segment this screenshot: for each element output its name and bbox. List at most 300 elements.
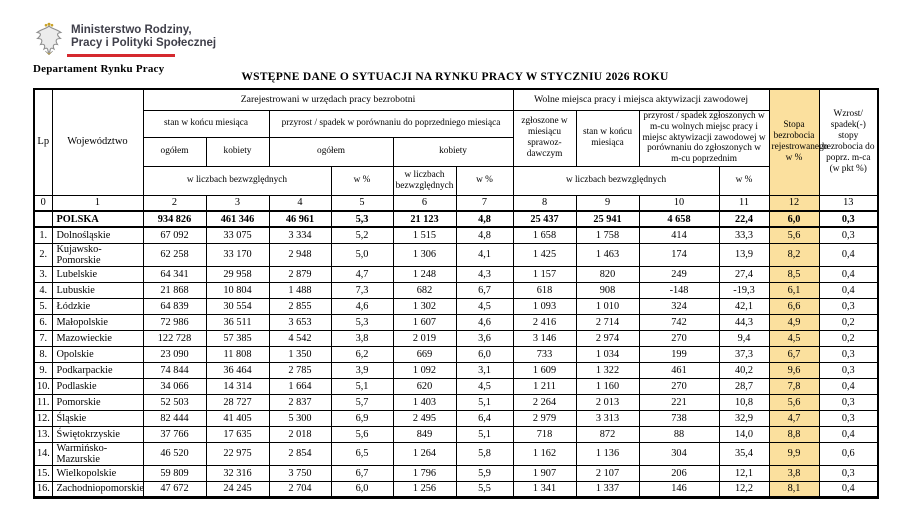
value-cell: 37,3: [719, 346, 769, 362]
value-cell: 820: [576, 266, 639, 282]
value-cell: 41 405: [206, 410, 269, 426]
value-cell: 6,2: [331, 346, 393, 362]
row-number: 4.: [34, 282, 52, 298]
value-cell: 304: [639, 442, 719, 465]
table-row: [34, 362, 878, 378]
row-number: 1.: [34, 227, 52, 243]
value-cell: 3,6: [456, 330, 513, 346]
value-cell: 32 316: [206, 465, 269, 481]
value-cell: 2 018: [269, 426, 331, 442]
column-number-cell: 6: [393, 195, 456, 211]
value-cell: 33 170: [206, 243, 269, 266]
header-total: ogółem: [143, 137, 206, 166]
value-cell: 0,2: [819, 330, 878, 346]
value-cell: 22,4: [719, 211, 769, 227]
value-cell: 5,3: [331, 314, 393, 330]
voivodeship-name: POLSKA: [52, 211, 143, 227]
table-row: [34, 426, 878, 442]
value-cell: 13,9: [719, 243, 769, 266]
header-voivodeship: Województwo: [52, 89, 143, 195]
value-cell: 40,2: [719, 362, 769, 378]
value-cell: 6,6: [769, 298, 819, 314]
value-cell: 1 264: [393, 442, 456, 465]
value-cell: 2 879: [269, 266, 331, 282]
value-cell: 17 635: [206, 426, 269, 442]
department-name: Departament Rynku Pracy: [33, 63, 165, 75]
value-cell: 872: [576, 426, 639, 442]
value-cell: 4,7: [331, 266, 393, 282]
value-cell: 36 511: [206, 314, 269, 330]
value-cell: 88: [639, 426, 719, 442]
voivodeship-name: Opolskie: [52, 346, 143, 362]
value-cell: 4,1: [456, 243, 513, 266]
voivodeship-name: Lubelskie: [52, 266, 143, 282]
value-cell: 1 350: [269, 346, 331, 362]
voivodeship-name: Małopolskie: [52, 314, 143, 330]
value-cell: 1 092: [393, 362, 456, 378]
value-cell: 122 728: [143, 330, 206, 346]
value-cell: 1 302: [393, 298, 456, 314]
value-cell: 3 313: [576, 410, 639, 426]
table-row: [34, 394, 878, 410]
value-cell: 47 672: [143, 481, 206, 497]
letterhead: [33, 14, 216, 75]
unemployment-table: [33, 88, 879, 499]
value-cell: 64 341: [143, 266, 206, 282]
column-number-cell: 9: [576, 195, 639, 211]
value-cell: 1 322: [576, 362, 639, 378]
value-cell: 42,1: [719, 298, 769, 314]
value-cell: 7,8: [769, 378, 819, 394]
value-cell: 0,4: [819, 282, 878, 298]
value-cell: 1 488: [269, 282, 331, 298]
value-cell: 11 808: [206, 346, 269, 362]
column-number-cell: 8: [513, 195, 576, 211]
value-cell: 3 750: [269, 465, 331, 481]
value-cell: 8,5: [769, 266, 819, 282]
header-absolute-numbers: w liczbach bezwzględnych: [143, 166, 331, 195]
value-cell: 461 346: [206, 211, 269, 227]
value-cell: 36 464: [206, 362, 269, 378]
value-cell: 4,6: [456, 314, 513, 330]
value-cell: 9,9: [769, 442, 819, 465]
value-cell: 21 123: [393, 211, 456, 227]
value-cell: 1 157: [513, 266, 576, 282]
header-women: kobiety: [206, 137, 269, 166]
value-cell: 8,1: [769, 481, 819, 497]
value-cell: 8,8: [769, 426, 819, 442]
ministry-name-line2: Pracy i Polityki Społecznej: [71, 37, 217, 49]
value-cell: 46 961: [269, 211, 331, 227]
value-cell: 2 495: [393, 410, 456, 426]
value-cell: 5,6: [769, 394, 819, 410]
value-cell: 4,9: [769, 314, 819, 330]
header-in-percent: w %: [456, 166, 513, 195]
value-cell: 1 160: [576, 378, 639, 394]
value-cell: 6,7: [331, 465, 393, 481]
value-cell: 0,3: [819, 362, 878, 378]
value-cell: 414: [639, 227, 719, 243]
value-cell: 34 066: [143, 378, 206, 394]
value-cell: 14 314: [206, 378, 269, 394]
column-number-cell: 10: [639, 195, 719, 211]
header-state-end-month-vacancies: stan w końcu miesiąca: [576, 110, 639, 166]
value-cell: 4,6: [331, 298, 393, 314]
column-number-cell: 5: [331, 195, 393, 211]
value-cell: 4,7: [769, 410, 819, 426]
value-cell: 206: [639, 465, 719, 481]
voivodeship-name: Mazowieckie: [52, 330, 143, 346]
table-row: [34, 330, 878, 346]
voivodeship-name: Lubuskie: [52, 282, 143, 298]
value-cell: 5,3: [331, 211, 393, 227]
value-cell: 1 306: [393, 243, 456, 266]
value-cell: 270: [639, 330, 719, 346]
value-cell: 618: [513, 282, 576, 298]
column-number-cell: 2: [143, 195, 206, 211]
value-cell: 221: [639, 394, 719, 410]
value-cell: 5,5: [456, 481, 513, 497]
value-cell: 28 727: [206, 394, 269, 410]
row-number: [34, 211, 52, 227]
row-number: 7.: [34, 330, 52, 346]
value-cell: 24 245: [206, 481, 269, 497]
value-cell: 57 385: [206, 330, 269, 346]
value-cell: 1 162: [513, 442, 576, 465]
value-cell: 3 653: [269, 314, 331, 330]
row-number: 12.: [34, 410, 52, 426]
row-number: 3.: [34, 266, 52, 282]
value-cell: 2 854: [269, 442, 331, 465]
value-cell: 324: [639, 298, 719, 314]
column-number-cell: 0: [34, 195, 52, 211]
value-cell: 5,8: [456, 442, 513, 465]
value-cell: 10 804: [206, 282, 269, 298]
value-cell: 1 256: [393, 481, 456, 497]
value-cell: 2 013: [576, 394, 639, 410]
value-cell: 5,1: [331, 378, 393, 394]
voivodeship-name: Warmińsko-Mazurskie: [52, 442, 143, 465]
value-cell: 0,4: [819, 266, 878, 282]
column-number-row: [34, 195, 878, 211]
value-cell: 62 258: [143, 243, 206, 266]
voivodeship-name: Pomorskie: [52, 394, 143, 410]
value-cell: 1 341: [513, 481, 576, 497]
value-cell: 0,6: [819, 442, 878, 465]
value-cell: 10,8: [719, 394, 769, 410]
summary-row: [34, 211, 878, 227]
value-cell: 29 958: [206, 266, 269, 282]
header-rate-change: Wzrost/ spadek(-) stopy bezrobocia do poprz. m-ca (w pkt %): [819, 89, 878, 195]
row-number: 6.: [34, 314, 52, 330]
value-cell: 3,8: [331, 330, 393, 346]
value-cell: 849: [393, 426, 456, 442]
value-cell: 908: [576, 282, 639, 298]
value-cell: 21 868: [143, 282, 206, 298]
value-cell: 3 334: [269, 227, 331, 243]
value-cell: 74 844: [143, 362, 206, 378]
value-cell: 4,3: [456, 266, 513, 282]
table-row: [34, 266, 878, 282]
value-cell: 9,6: [769, 362, 819, 378]
voivodeship-name: Wielkopolskie: [52, 465, 143, 481]
header-women: kobiety: [393, 137, 513, 166]
value-cell: 2 264: [513, 394, 576, 410]
value-cell: 5,9: [456, 465, 513, 481]
header-reported-in-month: zgłoszone w miesiącu sprawoz- dawczym: [513, 110, 576, 166]
value-cell: 6,7: [456, 282, 513, 298]
value-cell: 1 425: [513, 243, 576, 266]
value-cell: 0,4: [819, 426, 878, 442]
column-number-cell: 3: [206, 195, 269, 211]
value-cell: 461: [639, 362, 719, 378]
value-cell: 1 034: [576, 346, 639, 362]
row-number: 9.: [34, 362, 52, 378]
value-cell: -19,3: [719, 282, 769, 298]
value-cell: 2 107: [576, 465, 639, 481]
table-row: [34, 243, 878, 266]
value-cell: 52 503: [143, 394, 206, 410]
value-cell: 5,1: [456, 394, 513, 410]
value-cell: 1 796: [393, 465, 456, 481]
value-cell: 37 766: [143, 426, 206, 442]
value-cell: 6,4: [456, 410, 513, 426]
value-cell: 6,0: [456, 346, 513, 362]
value-cell: 59 809: [143, 465, 206, 481]
value-cell: 199: [639, 346, 719, 362]
header-group-vacancies: Wolne miejsca pracy i miejsca aktywizacji zawodowej: [513, 89, 769, 110]
value-cell: 1 664: [269, 378, 331, 394]
value-cell: 4,5: [456, 378, 513, 394]
value-cell: 82 444: [143, 410, 206, 426]
value-cell: 934 826: [143, 211, 206, 227]
value-cell: 2 855: [269, 298, 331, 314]
table-body: [34, 211, 878, 497]
value-cell: 3,8: [769, 465, 819, 481]
value-cell: 44,3: [719, 314, 769, 330]
value-cell: 72 986: [143, 314, 206, 330]
header-lp: Lp: [34, 89, 52, 195]
header-change-vacancies: przyrost / spadek zgłoszonych w m-cu wolnych miejsc pracy i miejsc aktywizacji zawodowej w porównaniu do zgłoszonych w m-cu poprzednim: [639, 110, 769, 166]
value-cell: 22 975: [206, 442, 269, 465]
value-cell: 270: [639, 378, 719, 394]
column-number-cell: 11: [719, 195, 769, 211]
value-cell: 4,5: [456, 298, 513, 314]
value-cell: 1 515: [393, 227, 456, 243]
ministry-name: [71, 24, 216, 57]
value-cell: 8,2: [769, 243, 819, 266]
value-cell: 2 785: [269, 362, 331, 378]
column-number-cell: 4: [269, 195, 331, 211]
value-cell: 2 948: [269, 243, 331, 266]
value-cell: 12,2: [719, 481, 769, 497]
value-cell: 733: [513, 346, 576, 362]
value-cell: 174: [639, 243, 719, 266]
table-row: [34, 465, 878, 481]
value-cell: 4,8: [456, 227, 513, 243]
row-number: 10.: [34, 378, 52, 394]
value-cell: 6,9: [331, 410, 393, 426]
row-number: 5.: [34, 298, 52, 314]
value-cell: 33,3: [719, 227, 769, 243]
table-row: [34, 346, 878, 362]
table-header: [34, 89, 878, 211]
value-cell: 9,4: [719, 330, 769, 346]
value-cell: 0,3: [819, 227, 878, 243]
value-cell: 3,1: [456, 362, 513, 378]
table-row: [34, 442, 878, 465]
table-row: [34, 378, 878, 394]
value-cell: 1 211: [513, 378, 576, 394]
value-cell: 6,0: [769, 211, 819, 227]
value-cell: 7,3: [331, 282, 393, 298]
value-cell: 0,3: [819, 346, 878, 362]
header-group-registered: Zarejestrowani w urzędach pracy bezrobotni: [143, 89, 513, 110]
value-cell: 67 092: [143, 227, 206, 243]
value-cell: 738: [639, 410, 719, 426]
value-cell: 30 554: [206, 298, 269, 314]
value-cell: 6,0: [331, 481, 393, 497]
value-cell: 0,3: [819, 211, 878, 227]
table-row: [34, 298, 878, 314]
value-cell: 35,4: [719, 442, 769, 465]
value-cell: 5,6: [769, 227, 819, 243]
value-cell: 28,7: [719, 378, 769, 394]
voivodeship-name: Podkarpackie: [52, 362, 143, 378]
value-cell: 2 837: [269, 394, 331, 410]
voivodeship-name: Świętokrzyskie: [52, 426, 143, 442]
value-cell: 669: [393, 346, 456, 362]
value-cell: 2 704: [269, 481, 331, 497]
value-cell: 2 416: [513, 314, 576, 330]
table-row: [34, 481, 878, 497]
voivodeship-name: Śląskie: [52, 410, 143, 426]
column-number-cell: 13: [819, 195, 878, 211]
polish-eagle-icon: [33, 22, 65, 56]
row-number: 13.: [34, 426, 52, 442]
column-number-cell: 7: [456, 195, 513, 211]
voivodeship-name: Łódzkie: [52, 298, 143, 314]
voivodeship-name: Dolnośląskie: [52, 227, 143, 243]
value-cell: 27,4: [719, 266, 769, 282]
value-cell: 249: [639, 266, 719, 282]
value-cell: 3 146: [513, 330, 576, 346]
row-number: 11.: [34, 394, 52, 410]
column-number-cell: 1: [52, 195, 143, 211]
value-cell: 2 714: [576, 314, 639, 330]
value-cell: 0,3: [819, 410, 878, 426]
value-cell: 4 542: [269, 330, 331, 346]
value-cell: 2 974: [576, 330, 639, 346]
value-cell: 1 907: [513, 465, 576, 481]
value-cell: 0,4: [819, 243, 878, 266]
value-cell: 2 979: [513, 410, 576, 426]
row-number: 16.: [34, 481, 52, 497]
voivodeship-name: Zachodniopomorskie: [52, 481, 143, 497]
value-cell: 12,1: [719, 465, 769, 481]
header-absolute-numbers: w liczbach bezwzględnych: [513, 166, 719, 195]
value-cell: 0,3: [819, 298, 878, 314]
value-cell: 5,6: [331, 426, 393, 442]
value-cell: 5,1: [456, 426, 513, 442]
table-row: [34, 314, 878, 330]
value-cell: 1 136: [576, 442, 639, 465]
table-row: [34, 410, 878, 426]
value-cell: 6,5: [331, 442, 393, 465]
value-cell: 6,1: [769, 282, 819, 298]
value-cell: 1 758: [576, 227, 639, 243]
value-cell: 0,3: [819, 465, 878, 481]
value-cell: 23 090: [143, 346, 206, 362]
ministry-name-line1: Ministerstwo Rodziny,: [71, 24, 192, 36]
header-in-percent: w %: [331, 166, 393, 195]
row-number: 15.: [34, 465, 52, 481]
row-number: 2.: [34, 243, 52, 266]
value-cell: 33 075: [206, 227, 269, 243]
table-row: [34, 227, 878, 243]
value-cell: 46 520: [143, 442, 206, 465]
value-cell: 4 658: [639, 211, 719, 227]
value-cell: 718: [513, 426, 576, 442]
value-cell: 1 403: [393, 394, 456, 410]
value-cell: 1 337: [576, 481, 639, 497]
value-cell: 0,4: [819, 378, 878, 394]
voivodeship-name: Podlaskie: [52, 378, 143, 394]
value-cell: 5,2: [331, 227, 393, 243]
row-number: 8.: [34, 346, 52, 362]
header-change-prev-month: przyrost / spadek w porównaniu do poprzedniego miesiąca: [269, 110, 513, 137]
header-absolute-numbers: w liczbach bezwzględnych: [393, 166, 456, 195]
value-cell: 5,0: [331, 243, 393, 266]
value-cell: 64 839: [143, 298, 206, 314]
value-cell: 146: [639, 481, 719, 497]
row-number: 14.: [34, 442, 52, 465]
value-cell: 14,0: [719, 426, 769, 442]
value-cell: 620: [393, 378, 456, 394]
value-cell: 5 300: [269, 410, 331, 426]
value-cell: 4,8: [456, 211, 513, 227]
value-cell: 1 609: [513, 362, 576, 378]
header-total: ogółem: [269, 137, 393, 166]
value-cell: 1 248: [393, 266, 456, 282]
voivodeship-name: Kujawsko-Pomorskie: [52, 243, 143, 266]
table-row: [34, 282, 878, 298]
value-cell: 5,7: [331, 394, 393, 410]
value-cell: 742: [639, 314, 719, 330]
value-cell: 0,2: [819, 314, 878, 330]
logo-red-underline: [67, 54, 175, 57]
value-cell: 4,5: [769, 330, 819, 346]
value-cell: 2 019: [393, 330, 456, 346]
value-cell: 6,7: [769, 346, 819, 362]
column-number-cell: 12: [769, 195, 819, 211]
value-cell: 1 607: [393, 314, 456, 330]
value-cell: 682: [393, 282, 456, 298]
value-cell: 25 437: [513, 211, 576, 227]
header-state-end-month: stan w końcu miesiąca: [143, 110, 269, 137]
value-cell: 1 463: [576, 243, 639, 266]
value-cell: 1 658: [513, 227, 576, 243]
document-title: WSTĘPNE DANE O SYTUACJI NA RYNKU PRACY W STYCZNIU 2026 ROKU: [241, 71, 669, 83]
header-unemployment-rate: Stopa bezrobocia rejestrowanego w %: [769, 89, 819, 195]
value-cell: -148: [639, 282, 719, 298]
value-cell: 0,3: [819, 394, 878, 410]
value-cell: 1 010: [576, 298, 639, 314]
value-cell: 3,9: [331, 362, 393, 378]
header-in-percent: w %: [719, 166, 769, 195]
value-cell: 0,4: [819, 481, 878, 497]
value-cell: 32,9: [719, 410, 769, 426]
